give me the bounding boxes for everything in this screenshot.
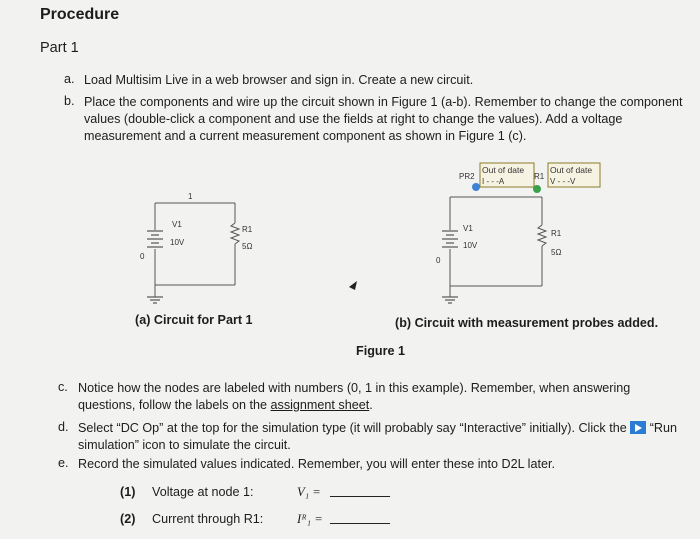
step-c-line-1: Notice how the nodes are labeled with numbers (0, 1 in this example). Remember, when answering (78, 381, 631, 395)
circuit-diagram-a (130, 185, 260, 310)
cursor-arrow-icon (347, 279, 359, 293)
caption-a: (a) Circuit for Part 1 (135, 313, 253, 327)
step-d-line-1 (78, 420, 677, 437)
r1-value: 5Ω (242, 242, 253, 251)
step-b-line-3: measurement and a current measurement component as shown in Figure 1 (c). (84, 129, 527, 143)
r1-name: R1 (242, 225, 253, 234)
assignment-sheet-link[interactable]: assignment sheet (270, 398, 370, 412)
step-d-line-2: simulation” icon to simulate the circuit. (78, 438, 291, 452)
step-a-marker: a. (64, 72, 75, 86)
voltage-probe-name: R1 (534, 172, 545, 181)
record-1-number: (1) (120, 485, 136, 499)
node-1-label: 1 (188, 192, 193, 201)
record-1-blank[interactable] (330, 486, 390, 497)
page-title: Procedure (40, 6, 120, 23)
circuit-diagram-b (430, 160, 610, 310)
part-heading: Part 1 (40, 40, 79, 56)
step-b-line-1: Place the components and wire up the circuit shown in Figure 1 (a-b). Remember to change the component (84, 95, 683, 109)
record-2-label: Current through R1: (152, 512, 264, 526)
r1-value-b: 5Ω (551, 248, 562, 257)
step-a-text: Load Multisim Live in a web browser and sign in. Create a new circuit. (84, 73, 474, 87)
step-e-text: Record the simulated values indicated. Remember, you will enter these into D2L later. (78, 457, 555, 471)
step-d-line-1-text: Select “DC Op” at the top for the simulation type (it will probably say “Interactive” initially). Click the (78, 421, 627, 435)
voltage-probe-node-icon (533, 185, 541, 193)
step-d-marker: d. (58, 420, 69, 434)
v1-value: 10V (170, 238, 185, 247)
step-e-marker: e. (58, 456, 69, 470)
step-d-line-1-end: “Run (649, 421, 678, 435)
step-b-marker: b. (64, 94, 75, 108)
current-probe-reading: I - - -A (482, 177, 505, 186)
record-2-number: (2) (120, 512, 136, 526)
current-probe-status: Out of date (482, 165, 525, 175)
v1-name: V1 (172, 220, 182, 229)
step-c-marker: c. (58, 380, 68, 394)
caption-b: (b) Circuit with measurement probes added. (395, 316, 659, 330)
record-1-label: Voltage at node 1: (152, 485, 254, 499)
step-c-line-2-text: questions, follow the labels on the (78, 398, 271, 412)
v1-name-b: V1 (463, 224, 473, 233)
voltage-probe-reading: V - - -V (550, 177, 576, 186)
current-probe-node-icon (472, 183, 480, 191)
step-b-line-2: values (double-click a component and use the fields at right to change the values). Add a voltage (84, 112, 623, 126)
step-c-line-2-end: . (369, 398, 373, 412)
figure-title: Figure 1 (356, 344, 405, 358)
r1-name-b: R1 (551, 229, 562, 238)
v1-value-b: 10V (463, 241, 478, 250)
current-probe-name: PR2 (459, 172, 475, 181)
voltage-probe-status: Out of date (550, 165, 593, 175)
record-2-blank[interactable] (330, 513, 390, 524)
node-0-label-b: 0 (436, 256, 441, 265)
step-c-line-2 (78, 397, 373, 414)
node-0-label: 0 (140, 252, 145, 261)
run-simulation-icon (630, 421, 646, 434)
record-2-variable: Iᴿ₁ = (297, 512, 323, 526)
record-1-variable: V₁ = (297, 485, 321, 499)
